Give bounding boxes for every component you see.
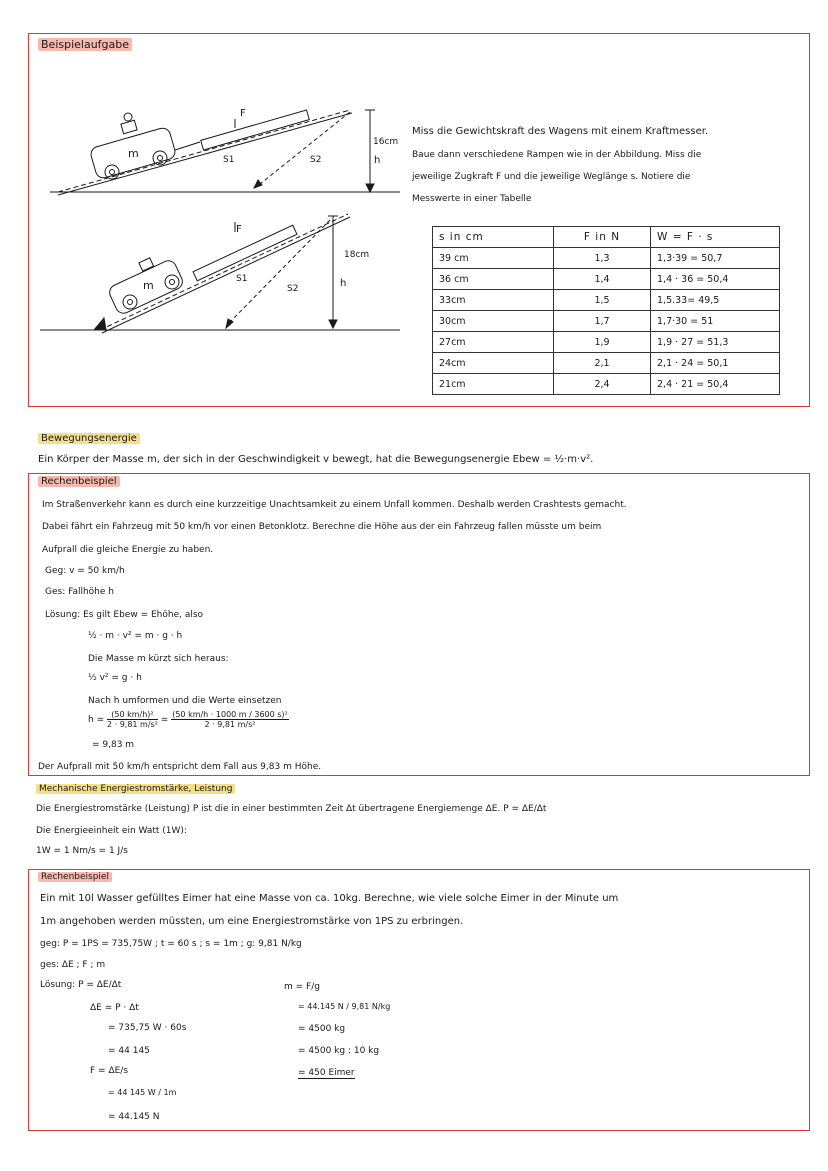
force-meter-1 [201, 110, 309, 150]
table-cell: 27cm [433, 332, 554, 353]
rechen1-result: Der Aufprall mit 50 km/h entspricht dem Fall aus 9,83 m Höhe. [38, 762, 322, 772]
rechen2-left-1: ΔE = P · Δt [90, 1003, 139, 1013]
bewegungsenergie-definition: Ein Körper der Masse m, der sich in der Geschwindigkeit v bewegt, hat die Bewegungsenergie Ebew = ½·m·v². [38, 454, 594, 465]
task-line-3: jeweilige Zugkraft F und die jeweilige Weglänge s. Notiere die [412, 172, 691, 182]
ramp-surface-2 [102, 217, 350, 333]
rechen1-note1: Die Masse m kürzt sich heraus: [88, 654, 229, 664]
measurement-table [432, 226, 780, 395]
rechen2-right-4: = 4500 kg : 10 kg [298, 1046, 380, 1056]
table-cell: 1,9 [554, 332, 651, 353]
eq3-fraction-1: $\frac{\text{(50 km/h)²}}{\text{2 · 9,81 m/s²}}$ [106, 710, 158, 729]
table-header-s: s in cm [433, 227, 554, 248]
rechen2-ges: ges: ΔE ; F ; m [40, 960, 106, 970]
rechen1-ges: Ges: Fallhöhe h [45, 587, 114, 597]
table-cell: 24cm [433, 353, 554, 374]
table-row [433, 248, 780, 269]
table-row [433, 353, 780, 374]
table-row [433, 311, 780, 332]
table-row [433, 374, 780, 395]
diagram1-mass-label: m [128, 147, 139, 160]
diagram1-h-label: h [374, 155, 381, 166]
table-cell: 2,1 · 24 = 50,1 [651, 353, 780, 374]
eq3-fraction-2: $\frac{\text{(50 km/h · 1000 m / 3600 s)²}}{\text{2 · 9,81 m/s²}}$ [172, 710, 288, 729]
diagram2-force-label: F [236, 224, 242, 235]
table-cell: 30cm [433, 311, 554, 332]
s2-line-2 [230, 220, 330, 322]
rechen1-note2: Nach h umformen und die Werte einsetzen [88, 696, 282, 706]
rechen2-left-3: = 44 145 [108, 1046, 150, 1056]
leistung-line-1: Die Energiestromstärke (Leistung) P ist die in einer bestimmten Zeit Δt übertragene Energiemenge ΔE. P = ΔE/Δt [36, 804, 547, 814]
leistung-line-2: Die Energieeinheit ein Watt (1W): [36, 826, 187, 836]
table-row [433, 290, 780, 311]
diagram1-force-label: F [240, 108, 246, 119]
rechen1-geg: Geg: v = 50 km/h [45, 566, 125, 576]
rechen2-left-4: F = ΔE/s [90, 1066, 129, 1076]
table-row [433, 332, 780, 353]
table-cell: 1,9 · 27 = 51,3 [651, 332, 780, 353]
rechen1-loesung: Lösung: Es gilt Ebew = Ehöhe, also [45, 610, 204, 620]
ramp-diagram-2 [40, 214, 400, 333]
table-header-w: W = F · s [651, 227, 780, 248]
wheel-2a [123, 295, 137, 309]
rechen1-line-1: Im Straßenverkehr kann es durch eine kurzzeitige Unachtsamkeit zu einem Unfall kommen. Deshalb werden Crashtests gemacht. [42, 500, 627, 510]
table-cell: 2,4 · 21 = 50,4 [651, 374, 780, 395]
table-cell: 2,4 [554, 374, 651, 395]
table-cell: 39 cm [433, 248, 554, 269]
task-line-2: Baue dann verschiedene Rampen wie in der Abbildung. Miss die [412, 150, 702, 160]
table-cell: 21cm [433, 374, 554, 395]
rechen2-line-2: 1m angehoben werden müssten, um eine Energiestromstärke von 1PS zu erbringen. [40, 916, 464, 927]
table-header-f: F in N [554, 227, 651, 248]
rechen2-geg: geg: P = 1PS = 735,75W ; t = 60 s ; s = 1m ; g: 9,81 N/kg [40, 939, 302, 949]
rechen2-right-5: = 450 Eimer [298, 1068, 355, 1078]
wheel-2b [165, 275, 179, 289]
diagram2-h-label: h [340, 278, 347, 289]
table-cell: 1,7·30 = 51 [651, 311, 780, 332]
rechen2-right-2: = 44.145 N / 9,81 N/kg [298, 1002, 391, 1011]
ramp-diagrams [30, 92, 410, 342]
rechen2-line-1: Ein mit 10l Wasser gefülltes Eimer hat eine Masse von ca. 10kg. Berechne, wie viele solche Eimer in der Minute um [40, 893, 619, 904]
table-cell: 1,7 [554, 311, 651, 332]
diagram2-s1-label: S1 [236, 274, 248, 284]
rechen1-line-3: Aufprall die gleiche Energie zu haben. [42, 545, 214, 555]
rechen2-left-5: = 44 145 W / 1m [108, 1088, 177, 1097]
task-line-4: Messwerte in einer Tabelle [412, 194, 532, 204]
eq3-lhs: h = [88, 715, 105, 725]
rechen1-eq3: h = $\frac{\text{(50 km/h)²}}{\text{2 · 9,81 m/s²}}$ = $\frac{\text{(50 km/h · 1000 m / 3600 s)²}}{\text{2 · 9,81 m/s²}}$ [88, 710, 288, 729]
diagram1-s1-label: S1 [223, 155, 235, 165]
rechen2-right-1: m = F/g [284, 982, 320, 992]
table-cell: 1,4 [554, 269, 651, 290]
rechen2-right-3: = 4500 kg [298, 1024, 346, 1034]
ramp-surface-1 [58, 113, 352, 195]
table-cell: 33cm [433, 290, 554, 311]
rechen1-eq1: ½ · m · v² = m · g · h [88, 631, 183, 641]
rechen2-left-2: = 735,75 W · 60s [108, 1023, 187, 1033]
table-cell: 1,3 [554, 248, 651, 269]
table-cell: 36 cm [433, 269, 554, 290]
rechenbeispiel-1-heading: Rechenbeispiel [38, 476, 120, 487]
rechenbeispiel-2-heading: Rechenbeispiel [38, 872, 112, 882]
beispielaufgabe-heading: Beispielaufgabe [38, 38, 132, 51]
table-header-row [433, 227, 780, 248]
diagram2-height-label: 18cm [344, 250, 370, 260]
rechen1-line-2: Dabei fährt ein Fahrzeug mit 50 km/h vor einen Betonklotz. Berechne die Höhe aus der ein Fahrzeug fallen müsste um beim [42, 522, 602, 532]
table-cell: 1,5.33= 49,5 [651, 290, 780, 311]
diagram1-height-label: 16cm [373, 137, 399, 147]
rechen1-eq4: = 9,83 m [92, 740, 135, 750]
leistung-heading: Mechanische Energiestromstärke, Leistung [36, 784, 235, 794]
rechenbeispiel-1-box [28, 473, 810, 776]
table-cell: 1,3·39 = 50,7 [651, 248, 780, 269]
diagram1-s2-label: S2 [310, 155, 322, 165]
rechen2-loesung: Lösung: P = ΔE/Δt [40, 980, 122, 990]
table-cell: 1,4 · 36 = 50,4 [651, 269, 780, 290]
table-row [433, 269, 780, 290]
rechen1-eq2: ½ v² = g · h [88, 673, 142, 683]
diagram2-s2-label: S2 [287, 284, 299, 294]
table-cell: 2,1 [554, 353, 651, 374]
ramp-diagram-1 [50, 110, 400, 195]
rechen2-left-6: = 44.145 N [108, 1112, 160, 1122]
leistung-line-3: 1W = 1 Nm/s = 1 J/s [36, 846, 128, 856]
task-line-1: Miss die Gewichtskraft des Wagens mit einem Kraftmesser. [412, 126, 709, 137]
table-cell: 1,5 [554, 290, 651, 311]
bewegungsenergie-heading: Bewegungsenergie [38, 433, 140, 444]
diagram2-mass-label: m [143, 279, 154, 292]
ramp-line-2 [100, 214, 348, 330]
force-meter-2 [193, 225, 297, 281]
ramp-line-1 [58, 110, 350, 192]
